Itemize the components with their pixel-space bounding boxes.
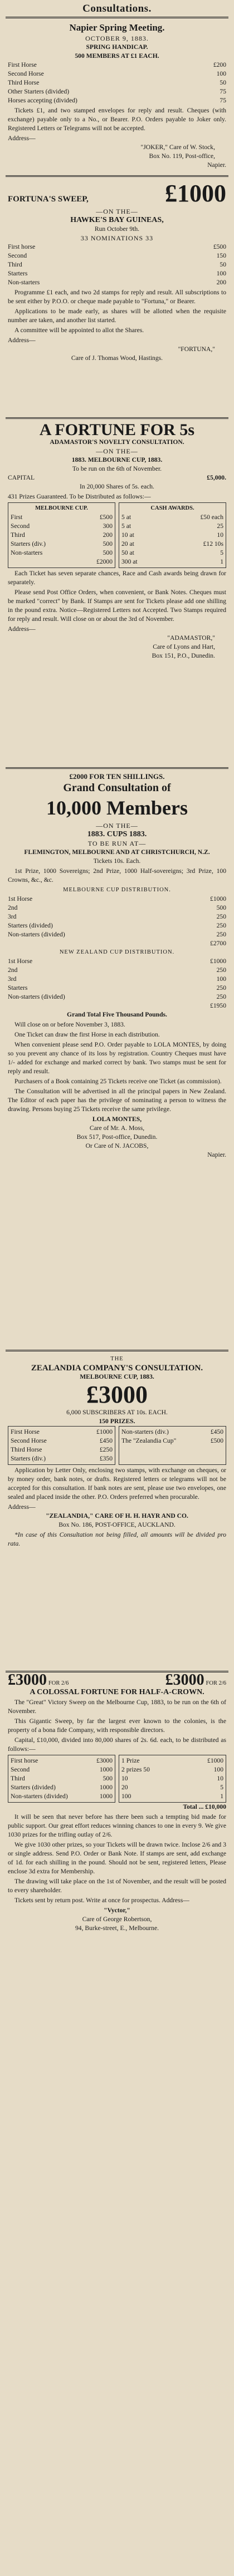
prize-row bbox=[8, 61, 226, 70]
prize-row-label: First bbox=[11, 514, 23, 521]
grand-consultation-ad bbox=[6, 767, 228, 1350]
zealandia-note: *In case of this Consultation not being filled, all amounts will be divided pro rata. bbox=[8, 1531, 226, 1547]
napier-address: Box No. 119, Post-office, bbox=[149, 152, 215, 160]
grand-on-the: —ON THE— bbox=[96, 822, 138, 830]
grand-nz-list bbox=[8, 957, 226, 1010]
prize-row-label: 2nd bbox=[8, 904, 18, 911]
zealandia-subscribers: 6,000 SUBSCRIBERS AT 10s. EACH. bbox=[66, 1409, 168, 1416]
grand-body-1: Will close on or before November 3, 1883. bbox=[14, 1021, 125, 1028]
fortuna-body-3: A committee will be appointed to allot the Shares. bbox=[14, 327, 144, 334]
grand-body-4: Purchasers of a Book containing 25 Tickets receive one Ticket (as commission). bbox=[14, 1078, 222, 1085]
prize-row bbox=[8, 993, 226, 1001]
prize-row bbox=[11, 557, 113, 566]
half-crown-address-2: 94, Burke-street, E., Melbourne. bbox=[75, 1924, 159, 1932]
prize-row-amount: 250 bbox=[216, 922, 226, 929]
prize-row-label: 2 prizes 50 bbox=[121, 1766, 150, 1773]
prize-row-amount: £500 bbox=[213, 243, 226, 250]
fortuna-address-label: Address— bbox=[8, 337, 36, 344]
cash-award-row-label: 50 at bbox=[121, 549, 134, 556]
grand-body-3: When convenient please send P.O. Order payable to LOLA MONTES, by doing so you prevent any chance of its loss by registration. Country Cheques must have 1/- added for exchange and marked correct by bank. Two stamps must be sent for reply and result. bbox=[8, 1041, 226, 1075]
adamastor-address-2: Box 151, P.O., Dunedin. bbox=[152, 652, 215, 659]
cash-award-row bbox=[121, 531, 223, 540]
prize-row-amount: £250 bbox=[99, 1446, 113, 1453]
fortuna-prize-list bbox=[8, 243, 226, 287]
prize-row-label: Second Horse bbox=[11, 1437, 47, 1444]
half-crown-fortune-ad bbox=[6, 1671, 228, 2281]
prize-row bbox=[8, 70, 226, 78]
prize-row bbox=[8, 243, 226, 251]
adamastor-event: 1883. MELBOURNE CUP, 1883. bbox=[71, 456, 163, 463]
prize-row bbox=[8, 87, 226, 96]
napier-members: 500 MEMBERS AT £1 EACH. bbox=[75, 52, 159, 60]
prize-row-label: First horse bbox=[11, 1757, 38, 1764]
cash-award-row bbox=[121, 540, 223, 549]
prize-row bbox=[8, 269, 226, 278]
half-crown-headline: A COLOSSAL FORTUNE FOR HALF-A-CROWN. bbox=[30, 1688, 204, 1696]
prize-row-label: Third Horse bbox=[11, 1446, 42, 1453]
fortuna-headline bbox=[8, 180, 226, 207]
napier-title: Napier Spring Meeting. bbox=[69, 22, 165, 33]
prize-row bbox=[11, 1445, 113, 1454]
prize-row-amount: £3000 bbox=[96, 1757, 113, 1764]
prize-row-label: Non-starters bbox=[8, 279, 40, 286]
prize-row bbox=[8, 78, 226, 87]
zealandia-event: MELBOURNE CUP, 1883. bbox=[80, 1373, 154, 1380]
prize-row-label: Third bbox=[8, 261, 22, 268]
prize-row-label: Starters (div.) bbox=[11, 540, 46, 547]
prize-row-label: 3rd bbox=[8, 975, 17, 983]
half-crown-prize-tables bbox=[8, 1755, 226, 1803]
prize-row bbox=[121, 1437, 223, 1445]
fortuna-signature: "FORTUNA," bbox=[178, 346, 215, 353]
adamastor-prize-tables bbox=[8, 502, 226, 568]
prize-row-amount: 5 bbox=[220, 1784, 223, 1791]
prize-row bbox=[11, 1454, 113, 1463]
zealandia-title: ZEALANDIA COMPANY'S CONSULTATION. bbox=[31, 1364, 203, 1373]
half-crown-right-amount: £3000 bbox=[165, 1671, 204, 1689]
grand-venue: FLEMINGTON, MELBOURNE AND AT CHRISTCHURCH, N.Z. bbox=[24, 848, 210, 856]
half-crown-body-4: We give 1030 other prizes, so your Tickets will be drawn twice. Inclose 2/6 and 3 or single address. Send P.O. Order or Bank Note. If stamps are sent, add exchange of 1d. for each shilling in the pound. Should not be sent, registered letters, Please enclose 3d extra for Membership. bbox=[8, 1841, 226, 1875]
grand-title-2: 10,000 Members bbox=[46, 797, 188, 819]
adamastor-cash-table bbox=[119, 502, 226, 568]
prize-row bbox=[8, 957, 226, 966]
prize-row-label: Starters (divided) bbox=[11, 1784, 56, 1791]
prize-row bbox=[8, 921, 226, 930]
adamastor-run: To be run on the 6th of November. bbox=[72, 465, 162, 472]
half-crown-left-amount: £3000 bbox=[8, 1671, 47, 1689]
fortuna-run: Run October 9th. bbox=[94, 225, 140, 233]
prize-row-label: Non-starters (divided) bbox=[11, 1793, 68, 1800]
napier-date: OCTOBER 9, 1883. bbox=[85, 34, 149, 42]
prize-row-label: 100 bbox=[121, 1793, 131, 1800]
prize-row-amount: £200 bbox=[213, 61, 226, 68]
napier-place: Napier. bbox=[207, 161, 226, 169]
prize-row-label: First Horse bbox=[8, 61, 37, 68]
prize-row-label: Horses accepting (divided) bbox=[8, 97, 77, 104]
cash-award-row-label: 10 at bbox=[121, 531, 134, 539]
half-crown-right bbox=[165, 1671, 226, 1689]
prize-row-amount: 100 bbox=[213, 1766, 223, 1773]
prize-row-amount: £450 bbox=[99, 1437, 113, 1444]
prize-row bbox=[11, 1774, 113, 1783]
prize-row-amount: 10 bbox=[217, 1775, 223, 1782]
prize-row-amount: 1 bbox=[220, 1793, 223, 1800]
fortuna-address: Care of J. Thomas Wood, Hastings. bbox=[71, 354, 163, 362]
prize-row-amount: £350 bbox=[99, 1455, 113, 1462]
half-crown-body-1: The "Great" Victory Sweep on the Melbourne Cup, 1883, to be run on the 6th of November. bbox=[8, 1699, 226, 1715]
adamastor-capital-value: £5,000. bbox=[207, 474, 226, 481]
prize-row bbox=[11, 540, 113, 549]
prize-row-amount: 75 bbox=[220, 97, 226, 104]
prize-row-amount: 300 bbox=[103, 522, 113, 530]
prize-row bbox=[8, 984, 226, 993]
fortuna-nominations: 33 NOMINATIONS 33 bbox=[80, 234, 154, 242]
napier-prize-list bbox=[8, 61, 226, 105]
prize-row bbox=[11, 1792, 113, 1801]
prize-row-label: 3rd bbox=[8, 913, 17, 920]
adamastor-prizes-line: 431 Prizes Guaranteed. To be Distributed as follows:— bbox=[8, 493, 151, 500]
grand-title-1: Grand Consultation of bbox=[63, 782, 171, 794]
prize-row-label: Non-starters (divided) bbox=[8, 993, 65, 1000]
prize-row bbox=[11, 1428, 113, 1437]
half-crown-left bbox=[8, 1671, 69, 1689]
zealandia-body: Application by Letter Only, enclosing two stamps, with exchange on cheques, or by money order, bank notes, or drafts. Registered letters or telegrams will not be accepted for this consultation. If bank notes are sent, please use two envelopes, one sealed and placed inside the other. P.O. Orders preferred when procurable. bbox=[8, 1467, 226, 1501]
prize-row-amount: £1950 bbox=[210, 1002, 226, 1009]
zealandia-address-label: Address— bbox=[8, 1503, 36, 1511]
adamastor-cup-head: MELBOURNE CUP. bbox=[35, 505, 88, 511]
grand-nz-head: NEW ZEALAND CUP DISTRIBUTION. bbox=[59, 949, 175, 955]
prize-row bbox=[121, 1792, 223, 1801]
fortuna-body-1: Programme £1 each, and two 2d stamps for reply and result. All subscriptions to be sent either by P.O.O. or cheque made payable to "Fortuna," or Bearer. bbox=[8, 289, 226, 305]
prize-row-label: Second bbox=[8, 252, 27, 259]
prize-row-label: Third bbox=[11, 531, 25, 539]
fortuna-event: HAWKE'S BAY GUINEAS, bbox=[70, 216, 164, 224]
prize-row bbox=[11, 531, 113, 540]
prize-row bbox=[8, 966, 226, 975]
prize-row-label: Starters (divided) bbox=[8, 922, 53, 929]
cash-award-row-amount: £12 10s bbox=[203, 540, 223, 547]
half-crown-body-3: It will be seen that never before has there been such a tempting bid made for public support. Our great effort reduces winning chances to one in every 9. We give 1030 prizes for the trifling outlay of 2/6. bbox=[8, 1813, 226, 1838]
prize-row-label: Second Horse bbox=[8, 70, 44, 77]
prize-row-amount: 75 bbox=[220, 88, 226, 95]
grand-address-3: Or Care of N. JACOBS, bbox=[85, 1142, 149, 1149]
half-crown-body-5: The drawing will take place on the 1st of November, and the result will be posted to every shareholder. bbox=[8, 1878, 226, 1894]
grand-run-at: TO BE RUN AT— bbox=[87, 840, 147, 847]
grand-body-5: The Consultation will be advertised in all the principal papers in New Zealand. The Editor of each paper has the privilege of nominating a person to witness the drawing. Persons buying 25 Tickets receive the same privilege. bbox=[8, 1088, 226, 1113]
cash-award-row-label: 300 at bbox=[121, 558, 138, 565]
prize-row-amount: 150 bbox=[216, 252, 226, 259]
prize-row-amount: 250 bbox=[216, 931, 226, 938]
prize-row-amount: 50 bbox=[220, 79, 226, 86]
prize-row-label: Non-starters (divided) bbox=[8, 931, 65, 938]
prize-row-label: Non-starters bbox=[11, 549, 43, 556]
prize-row bbox=[8, 96, 226, 105]
half-crown-address-1: Care of George Robertson, bbox=[82, 1916, 152, 1923]
half-crown-banner bbox=[8, 1671, 226, 1689]
napier-address-label: Address— bbox=[8, 135, 36, 142]
prize-row-label: Second bbox=[11, 1766, 30, 1773]
adamastor-capital bbox=[8, 473, 226, 482]
cash-award-row bbox=[121, 549, 223, 557]
prize-row bbox=[8, 895, 226, 904]
prize-row-amount: 200 bbox=[216, 279, 226, 286]
adamastor-body-1: Each Ticket has seven separate chances, Race and Cash awards being drawn for separately. bbox=[8, 570, 226, 586]
prize-row-label: Non-starters (div.) bbox=[121, 1428, 169, 1435]
prize-row bbox=[8, 1001, 226, 1010]
prize-row bbox=[121, 1756, 223, 1765]
page-title: Consultations. bbox=[82, 3, 152, 14]
newspaper-page bbox=[2, 0, 232, 2281]
prize-row bbox=[11, 522, 113, 531]
fortuna-sweep-ad bbox=[6, 175, 228, 417]
grand-body-2: One Ticket can draw the first Horse in each distribution. bbox=[14, 1031, 160, 1038]
grand-address-1: Care of Mr. A. Moss, bbox=[89, 1124, 145, 1132]
prize-row-amount: £1000 bbox=[210, 895, 226, 902]
cash-award-row-label: 20 at bbox=[121, 540, 134, 547]
prize-row-amount: 50 bbox=[220, 261, 226, 268]
prize-row bbox=[121, 1765, 223, 1774]
prize-row-amount: 250 bbox=[216, 966, 226, 974]
prize-row bbox=[121, 1428, 223, 1437]
adamastor-title: A FORTUNE FOR 5s bbox=[39, 421, 195, 439]
zealandia-address: Box No. 186, POST-OFFICE, AUCKLAND. bbox=[58, 1521, 176, 1528]
prize-row-amount: £500 bbox=[210, 1437, 223, 1444]
prize-row-label: 2nd bbox=[8, 966, 18, 974]
adamastor-cash-head: CASH AWARDS. bbox=[150, 505, 194, 511]
half-crown-body-6: Tickets sent by return post. Write at once for prospectus. Address— bbox=[14, 1897, 189, 1904]
prize-row-label: Starters (div.) bbox=[11, 1455, 46, 1462]
prize-row-label: Starters bbox=[8, 984, 28, 991]
prize-row-amount: 250 bbox=[216, 993, 226, 1000]
cash-award-row-amount: 25 bbox=[217, 522, 223, 530]
prize-row-label: Third bbox=[11, 1775, 25, 1782]
zealandia-the: THE bbox=[110, 1356, 124, 1362]
prize-row-label: 10 bbox=[121, 1775, 128, 1782]
grand-mel-list bbox=[8, 895, 226, 948]
cash-award-row-label: 5 at bbox=[121, 514, 131, 521]
cash-award-row bbox=[121, 522, 223, 531]
adamastor-on-the: —ON THE— bbox=[96, 447, 138, 455]
prize-row bbox=[11, 513, 113, 522]
cash-award-row bbox=[121, 513, 223, 522]
prize-row bbox=[8, 260, 226, 269]
prize-row-label bbox=[8, 939, 208, 948]
prize-row-amount: 100 bbox=[216, 70, 226, 77]
prize-row-amount: 100 bbox=[216, 975, 226, 983]
prize-row-amount: 1000 bbox=[99, 1766, 113, 1773]
adamastor-consultation-ad bbox=[6, 417, 228, 767]
fortuna-title: FORTUNA'S SWEEP, bbox=[8, 195, 89, 204]
napier-body: Tickets £1, and two stamped envelopes for reply and result. Cheques (with exchange) payable only to a No., or Bearer. P.O. Orders payable to Joker only. Registered Letters or Telegrams will not be accepted. bbox=[8, 107, 226, 132]
fortuna-on-the: —ON THE— bbox=[96, 208, 138, 215]
prize-row-amount: £1000 bbox=[207, 1757, 223, 1764]
adamastor-cup-list bbox=[11, 513, 113, 566]
prize-row-amount: 500 bbox=[103, 540, 113, 547]
prize-row-amount: 500 bbox=[216, 904, 226, 911]
cash-award-row-amount: 1 bbox=[220, 558, 223, 565]
half-crown-left-for: FOR 2/6 bbox=[48, 1680, 69, 1686]
prize-row-amount: £1000 bbox=[96, 1428, 113, 1435]
prize-row-label: First Horse bbox=[11, 1428, 40, 1435]
prize-row-label bbox=[8, 1001, 208, 1010]
prize-row-label: 1st Horse bbox=[8, 895, 33, 902]
half-crown-signature: "Vyctor," bbox=[104, 1907, 130, 1914]
adamastor-address-label: Address— bbox=[8, 625, 36, 633]
cash-award-row bbox=[121, 557, 223, 566]
prize-row bbox=[11, 1765, 113, 1774]
prize-row bbox=[8, 904, 226, 912]
grand-signature: LOLA MONTES, bbox=[92, 1116, 142, 1123]
prize-row bbox=[8, 251, 226, 260]
zealandia-prize-tables bbox=[8, 1426, 226, 1465]
adamastor-body-2: Please send Post Office Orders, when convenient, or Bank Notes. Cheques must be marked "correct" by Bank. If Stamps are sent for Tickets please add one shilling in the pound extra. Notice—Registered Letters not Accepted. Two Stamps required for reply and result. Will close on or about the 3rd of November. bbox=[8, 589, 226, 623]
prize-row-amount: 500 bbox=[103, 1775, 113, 1782]
cash-award-row-label: 5 at bbox=[121, 522, 131, 530]
prize-row-amount: £2000 bbox=[96, 558, 113, 565]
prize-row bbox=[8, 939, 226, 948]
grand-total: Grand Total Five Thousand Pounds. bbox=[67, 1011, 167, 1018]
cash-award-row-amount: 5 bbox=[220, 549, 223, 556]
prize-row-amount: 100 bbox=[216, 270, 226, 277]
prize-row-amount: 250 bbox=[216, 984, 226, 991]
half-crown-body-2: This Gigantic Sweep, by far the largest ever known to the colonies, is the property of a bona fide Company, with responsible directors. bbox=[8, 1718, 226, 1734]
prize-row-amount: 1000 bbox=[99, 1793, 113, 1800]
half-crown-total: Total ... £10,000 bbox=[183, 1803, 226, 1810]
zealandia-signature: "ZEALANDIA," CARE OF H. H. HAYR AND CO. bbox=[46, 1512, 188, 1519]
prize-row bbox=[8, 278, 226, 287]
grand-event: 1883. CUPS 1883. bbox=[87, 830, 147, 838]
prize-row-amount: £450 bbox=[210, 1428, 223, 1435]
prize-row-amount: £500 bbox=[99, 514, 113, 521]
napier-spring-meeting-ad bbox=[6, 17, 228, 175]
prize-row bbox=[11, 549, 113, 557]
grand-address-2: Box 517, Post-office, Dunedin. bbox=[76, 1133, 158, 1141]
prize-row-amount: 200 bbox=[103, 531, 113, 539]
prize-row-amount: 250 bbox=[216, 913, 226, 920]
prize-row-label: Starters bbox=[8, 270, 28, 277]
adamastor-signature: "ADAMASTOR," bbox=[167, 634, 215, 641]
zealandia-consultation-ad bbox=[6, 1350, 228, 1671]
half-crown-horse-list bbox=[8, 1755, 115, 1803]
prize-row-amount: £2700 bbox=[210, 940, 226, 947]
zealandia-amount: £3000 bbox=[86, 1381, 148, 1408]
zealandia-prizes-count: 150 PRIZES. bbox=[99, 1418, 135, 1425]
prize-row bbox=[8, 975, 226, 984]
napier-event: SPRING HANDICAP. bbox=[86, 43, 148, 51]
cash-award-row-amount: £50 each bbox=[200, 514, 223, 521]
prize-row bbox=[11, 1783, 113, 1792]
prize-row bbox=[11, 1756, 113, 1765]
adamastor-address-1: Care of Lyons and Hart, bbox=[153, 643, 215, 650]
zealandia-left-list bbox=[8, 1426, 115, 1465]
prize-row-label: Other Starters (divided) bbox=[8, 88, 70, 95]
adamastor-capital-label: CAPITAL bbox=[8, 474, 35, 481]
prize-row-amount: £1000 bbox=[210, 958, 226, 965]
cash-award-row-amount: 10 bbox=[217, 531, 223, 539]
prize-row bbox=[121, 1774, 223, 1783]
half-crown-capital: Capital, £10,000, divided into 80,000 shares of 2s. 6d. each, to be distributed as follows:— bbox=[8, 1736, 226, 1753]
prize-row bbox=[11, 1437, 113, 1445]
prize-row-label: Third Horse bbox=[8, 79, 40, 86]
half-crown-right-for: FOR 2/6 bbox=[206, 1680, 226, 1686]
zealandia-right-list bbox=[119, 1426, 226, 1465]
prize-row-label: Second bbox=[11, 522, 30, 530]
prize-row bbox=[8, 912, 226, 921]
prize-row-label: First horse bbox=[8, 243, 36, 250]
grand-mel-head: MELBOURNE CUP DISTRIBUTION. bbox=[63, 887, 171, 893]
prize-row-label: The "Zealandia Cup" bbox=[121, 1437, 177, 1444]
prize-row-label bbox=[11, 557, 94, 566]
grand-prizes-line: 1st Prize, 1000 Sovereigns; 2nd Prize, 1000 Half-sovereigns; 3rd Prize, 100 Crowns, &c., &c. bbox=[8, 867, 226, 884]
grand-tickets: Tickets 10s. Each. bbox=[93, 857, 141, 865]
half-crown-cash-list bbox=[119, 1755, 226, 1803]
fortuna-body-2: Applications to be made early, as shares will be allotted when the requisite number are taken, and another list started. bbox=[8, 308, 226, 324]
adamastor-cash-list bbox=[121, 513, 223, 566]
prize-row bbox=[8, 930, 226, 939]
prize-row-label: 20 bbox=[121, 1784, 128, 1791]
adamastor-subtitle: ADAMASTOR'S NOVELTY CONSULTATION. bbox=[50, 438, 184, 446]
fortuna-amount: £1000 bbox=[165, 180, 226, 207]
prize-row-label: 1st Horse bbox=[8, 958, 33, 965]
napier-signature: "JOKER," Care of W. Stock, bbox=[140, 144, 215, 151]
adamastor-shares: In 20,000 Shares of 5s. each. bbox=[80, 483, 154, 490]
prize-row-label: 1 Prize bbox=[121, 1757, 140, 1764]
grand-top: £2000 FOR TEN SHILLINGS. bbox=[69, 772, 165, 781]
adamastor-cup-table bbox=[8, 502, 115, 568]
prize-row-amount: 1000 bbox=[99, 1784, 113, 1791]
grand-place: Napier. bbox=[207, 1151, 226, 1158]
prize-row bbox=[121, 1783, 223, 1792]
prize-row-amount: 500 bbox=[103, 549, 113, 556]
